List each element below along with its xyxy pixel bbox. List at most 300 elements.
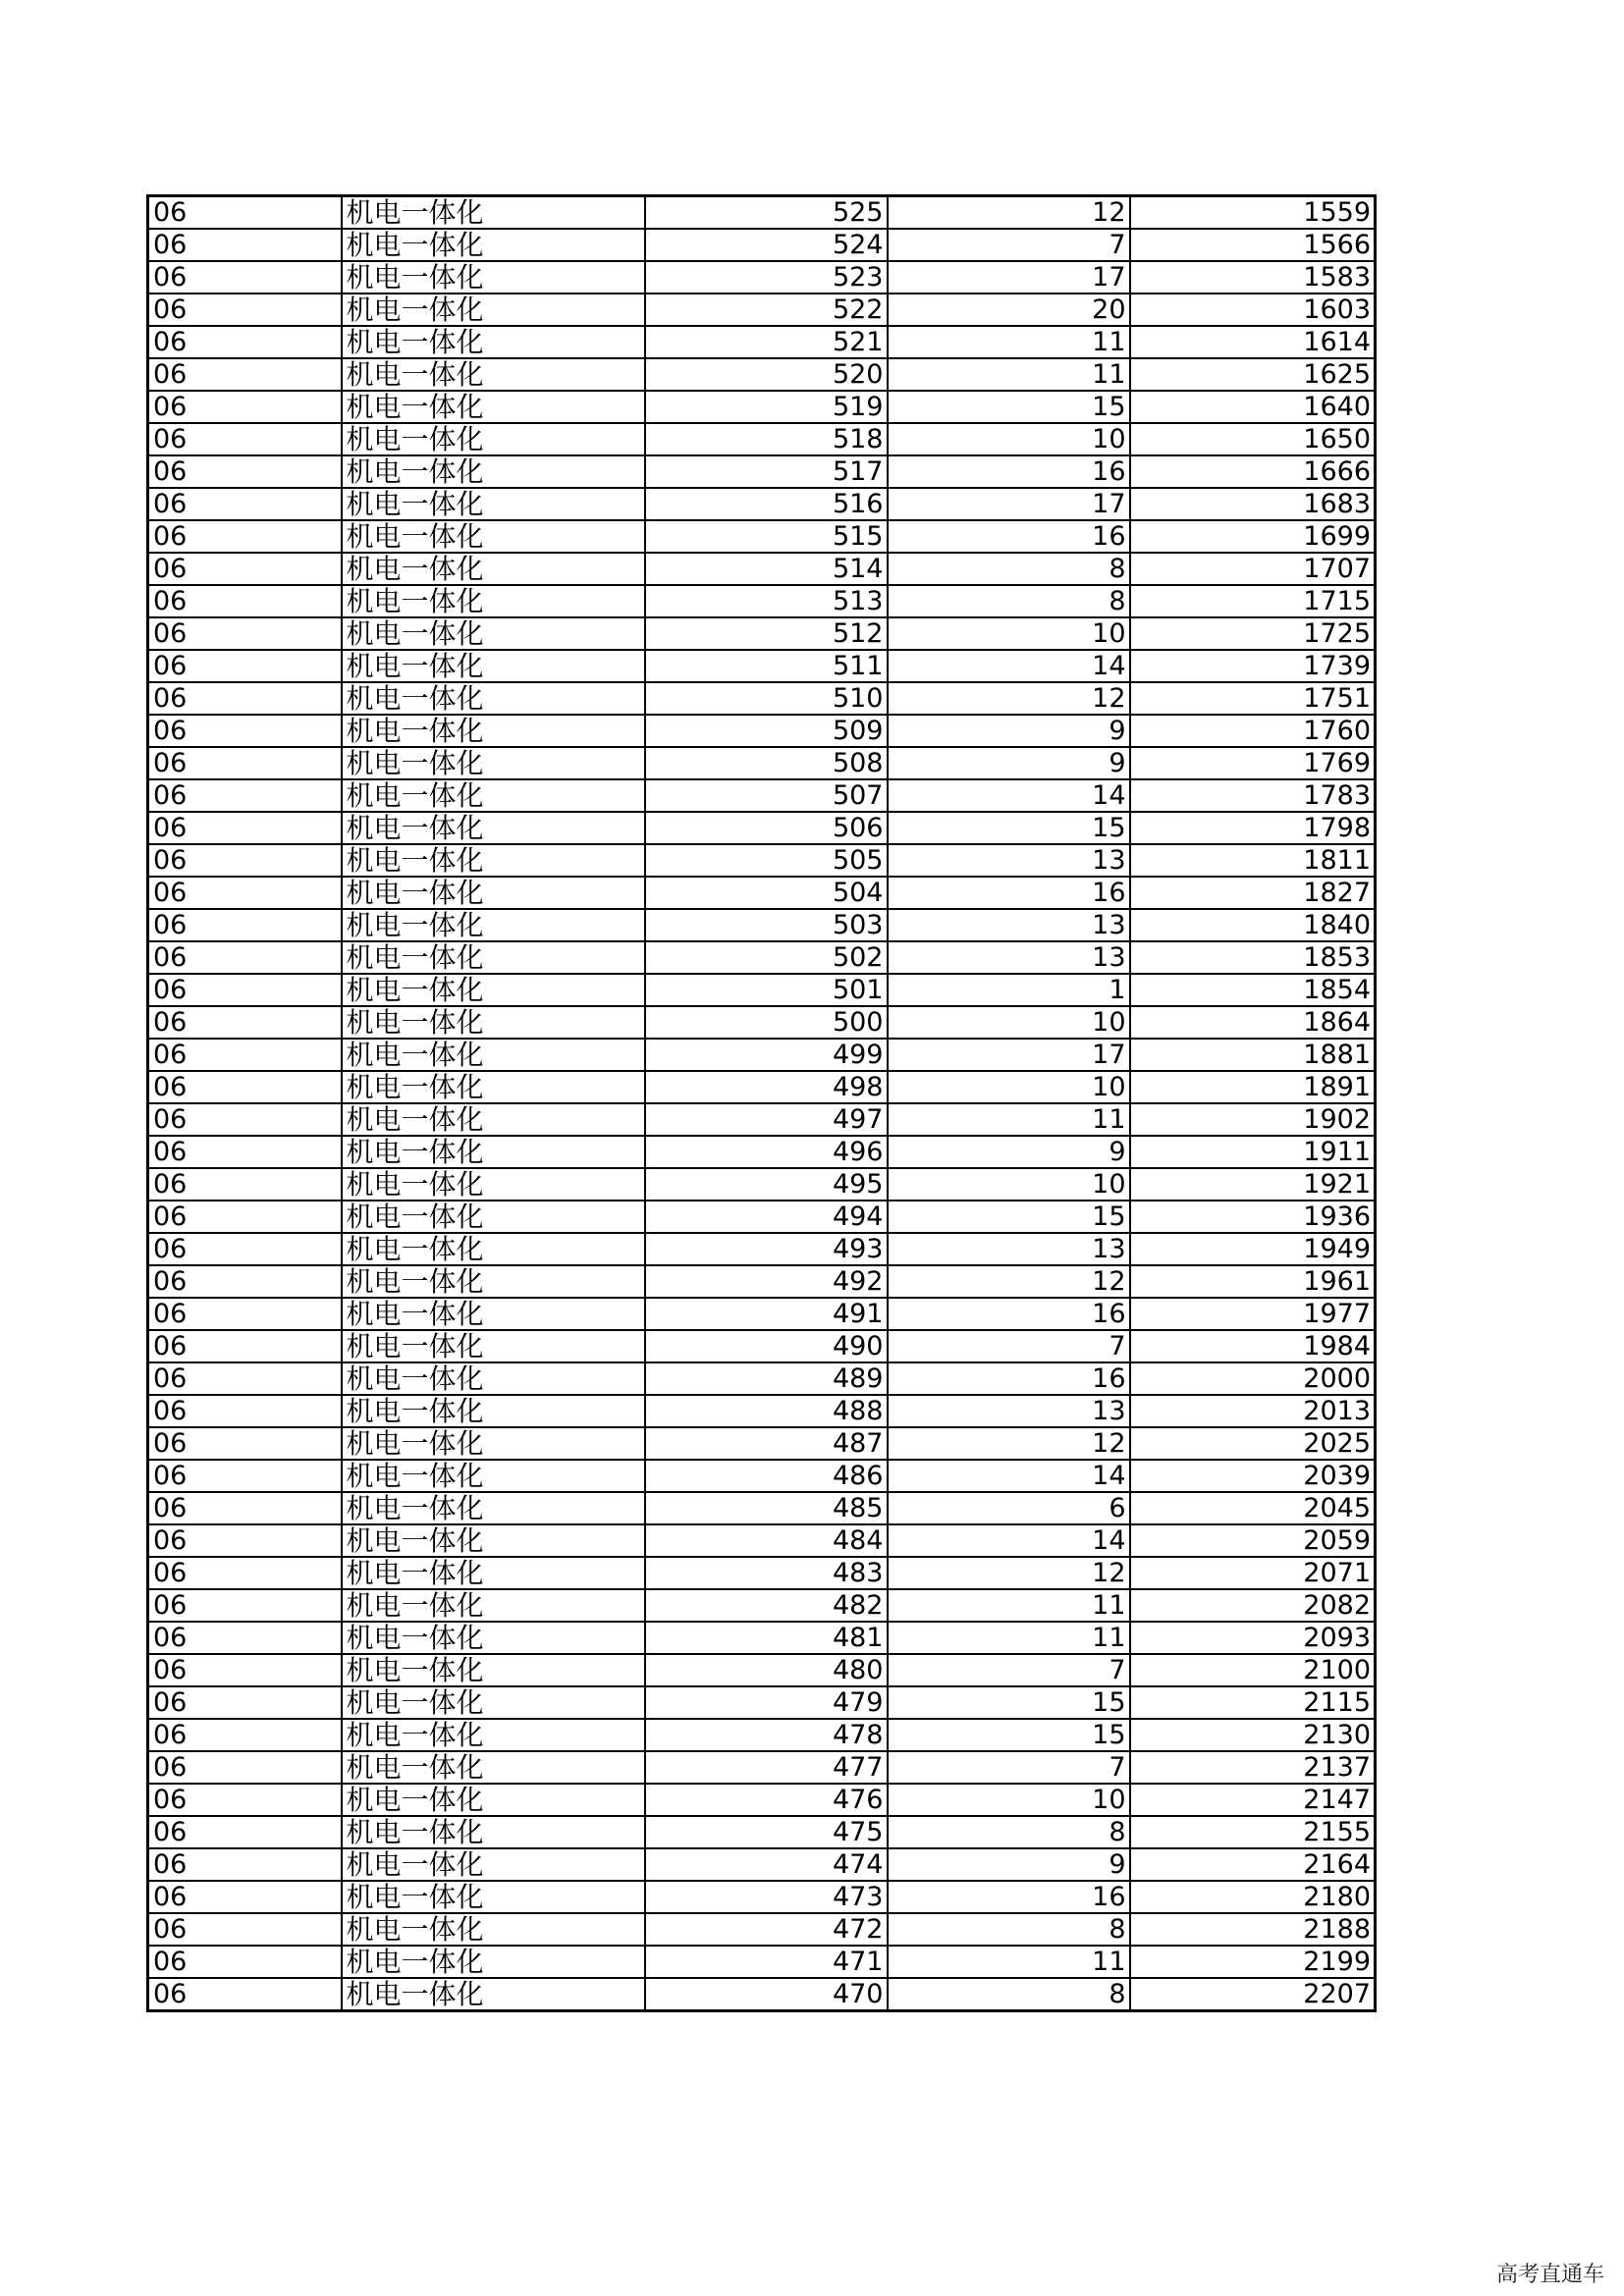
score-table-body bbox=[148, 196, 1376, 2011]
score-cell: 474 bbox=[645, 1848, 888, 1881]
major-cell: 机电一体化 bbox=[342, 1330, 645, 1362]
table-row bbox=[148, 1751, 1376, 1784]
watermark-text: 高考直通车 bbox=[1495, 2263, 1604, 2287]
count-cell: 15 bbox=[888, 812, 1130, 844]
code-cell: 06 bbox=[148, 1201, 342, 1233]
major-cell: 机电一体化 bbox=[342, 520, 645, 553]
cumulative-cell: 2207 bbox=[1130, 1978, 1376, 2011]
count-cell: 13 bbox=[888, 844, 1130, 877]
table-row bbox=[148, 1039, 1376, 1071]
table-row bbox=[148, 1848, 1376, 1881]
table-row bbox=[148, 1654, 1376, 1686]
major-cell: 机电一体化 bbox=[342, 1978, 645, 2011]
table-row bbox=[148, 1589, 1376, 1622]
count-cell: 7 bbox=[888, 1654, 1130, 1686]
code-cell: 06 bbox=[148, 1039, 342, 1071]
score-cell: 479 bbox=[645, 1686, 888, 1719]
table-row bbox=[148, 1524, 1376, 1557]
count-cell: 17 bbox=[888, 488, 1130, 520]
cumulative-cell: 1625 bbox=[1130, 358, 1376, 391]
cumulative-cell: 1699 bbox=[1130, 520, 1376, 553]
cumulative-cell: 1864 bbox=[1130, 1006, 1376, 1039]
score-cell: 521 bbox=[645, 326, 888, 358]
code-cell: 06 bbox=[148, 909, 342, 941]
cumulative-cell: 1881 bbox=[1130, 1039, 1376, 1071]
major-cell: 机电一体化 bbox=[342, 1265, 645, 1298]
count-cell: 14 bbox=[888, 650, 1130, 682]
code-cell: 06 bbox=[148, 1784, 342, 1816]
count-cell: 14 bbox=[888, 1460, 1130, 1492]
table-row bbox=[148, 747, 1376, 779]
table-row bbox=[148, 1168, 1376, 1201]
major-cell: 机电一体化 bbox=[342, 1103, 645, 1136]
cumulative-cell: 1707 bbox=[1130, 553, 1376, 585]
score-cell: 509 bbox=[645, 715, 888, 747]
code-cell: 06 bbox=[148, 1395, 342, 1427]
score-cell: 515 bbox=[645, 520, 888, 553]
table-row bbox=[148, 1816, 1376, 1848]
count-cell: 10 bbox=[888, 1168, 1130, 1201]
count-cell: 10 bbox=[888, 1006, 1130, 1039]
major-cell: 机电一体化 bbox=[342, 1201, 645, 1233]
major-cell: 机电一体化 bbox=[342, 391, 645, 423]
major-cell: 机电一体化 bbox=[342, 779, 645, 812]
code-cell: 06 bbox=[148, 1654, 342, 1686]
code-cell: 06 bbox=[148, 1265, 342, 1298]
table-row bbox=[148, 229, 1376, 261]
major-cell: 机电一体化 bbox=[342, 1006, 645, 1039]
table-row bbox=[148, 812, 1376, 844]
code-cell: 06 bbox=[148, 261, 342, 294]
table-row bbox=[148, 261, 1376, 294]
table-row bbox=[148, 682, 1376, 715]
major-cell: 机电一体化 bbox=[342, 812, 645, 844]
major-cell: 机电一体化 bbox=[342, 358, 645, 391]
count-cell: 12 bbox=[888, 682, 1130, 715]
cumulative-cell: 2130 bbox=[1130, 1719, 1376, 1751]
score-cell: 478 bbox=[645, 1719, 888, 1751]
code-cell: 06 bbox=[148, 196, 342, 230]
count-cell: 11 bbox=[888, 1622, 1130, 1654]
code-cell: 06 bbox=[148, 747, 342, 779]
code-cell: 06 bbox=[148, 844, 342, 877]
code-cell: 06 bbox=[148, 1492, 342, 1524]
cumulative-cell: 1853 bbox=[1130, 941, 1376, 974]
table-row bbox=[148, 1395, 1376, 1427]
score-cell: 499 bbox=[645, 1039, 888, 1071]
cumulative-cell: 2000 bbox=[1130, 1362, 1376, 1395]
score-cell: 501 bbox=[645, 974, 888, 1006]
score-cell: 510 bbox=[645, 682, 888, 715]
code-cell: 06 bbox=[148, 941, 342, 974]
cumulative-cell: 1751 bbox=[1130, 682, 1376, 715]
major-cell: 机电一体化 bbox=[342, 1913, 645, 1946]
table-row bbox=[148, 488, 1376, 520]
code-cell: 06 bbox=[148, 1233, 342, 1265]
count-cell: 13 bbox=[888, 909, 1130, 941]
score-cell: 497 bbox=[645, 1103, 888, 1136]
score-cell: 505 bbox=[645, 844, 888, 877]
code-cell: 06 bbox=[148, 423, 342, 455]
cumulative-cell: 2025 bbox=[1130, 1427, 1376, 1460]
cumulative-cell: 2137 bbox=[1130, 1751, 1376, 1784]
major-cell: 机电一体化 bbox=[342, 844, 645, 877]
count-cell: 1 bbox=[888, 974, 1130, 1006]
code-cell: 06 bbox=[148, 715, 342, 747]
table-row bbox=[148, 844, 1376, 877]
table-row bbox=[148, 326, 1376, 358]
cumulative-cell: 1783 bbox=[1130, 779, 1376, 812]
count-cell: 6 bbox=[888, 1492, 1130, 1524]
table-row bbox=[148, 520, 1376, 553]
score-cell: 516 bbox=[645, 488, 888, 520]
score-cell: 511 bbox=[645, 650, 888, 682]
cumulative-cell: 1583 bbox=[1130, 261, 1376, 294]
code-cell: 06 bbox=[148, 553, 342, 585]
cumulative-cell: 1854 bbox=[1130, 974, 1376, 1006]
cumulative-cell: 1977 bbox=[1130, 1298, 1376, 1330]
count-cell: 9 bbox=[888, 715, 1130, 747]
code-cell: 06 bbox=[148, 1168, 342, 1201]
code-cell: 06 bbox=[148, 1330, 342, 1362]
table-row bbox=[148, 877, 1376, 909]
code-cell: 06 bbox=[148, 1881, 342, 1913]
code-cell: 06 bbox=[148, 1362, 342, 1395]
major-cell: 机电一体化 bbox=[342, 747, 645, 779]
major-cell: 机电一体化 bbox=[342, 1427, 645, 1460]
major-cell: 机电一体化 bbox=[342, 1460, 645, 1492]
table-row bbox=[148, 1946, 1376, 1978]
table-row bbox=[148, 585, 1376, 617]
code-cell: 06 bbox=[148, 1816, 342, 1848]
cumulative-cell: 2115 bbox=[1130, 1686, 1376, 1719]
major-cell: 机电一体化 bbox=[342, 423, 645, 455]
table-row bbox=[148, 941, 1376, 974]
cumulative-cell: 1614 bbox=[1130, 326, 1376, 358]
count-cell: 8 bbox=[888, 1978, 1130, 2011]
score-cell: 485 bbox=[645, 1492, 888, 1524]
cumulative-cell: 1911 bbox=[1130, 1136, 1376, 1168]
code-cell: 06 bbox=[148, 229, 342, 261]
score-cell: 480 bbox=[645, 1654, 888, 1686]
code-cell: 06 bbox=[148, 974, 342, 1006]
code-cell: 06 bbox=[148, 391, 342, 423]
major-cell: 机电一体化 bbox=[342, 715, 645, 747]
count-cell: 11 bbox=[888, 326, 1130, 358]
cumulative-cell: 2100 bbox=[1130, 1654, 1376, 1686]
count-cell: 15 bbox=[888, 391, 1130, 423]
code-cell: 06 bbox=[148, 1524, 342, 1557]
count-cell: 16 bbox=[888, 1298, 1130, 1330]
code-cell: 06 bbox=[148, 1006, 342, 1039]
count-cell: 13 bbox=[888, 941, 1130, 974]
score-cell: 508 bbox=[645, 747, 888, 779]
major-cell: 机电一体化 bbox=[342, 553, 645, 585]
score-table bbox=[146, 194, 1377, 2012]
table-row bbox=[148, 1622, 1376, 1654]
code-cell: 06 bbox=[148, 358, 342, 391]
score-cell: 495 bbox=[645, 1168, 888, 1201]
score-cell: 475 bbox=[645, 1816, 888, 1848]
score-cell: 488 bbox=[645, 1395, 888, 1427]
count-cell: 7 bbox=[888, 1751, 1130, 1784]
cumulative-cell: 2188 bbox=[1130, 1913, 1376, 1946]
score-cell: 513 bbox=[645, 585, 888, 617]
cumulative-cell: 1961 bbox=[1130, 1265, 1376, 1298]
table-row bbox=[148, 1427, 1376, 1460]
count-cell: 14 bbox=[888, 1524, 1130, 1557]
table-row bbox=[148, 1686, 1376, 1719]
major-cell: 机电一体化 bbox=[342, 1686, 645, 1719]
table-row bbox=[148, 909, 1376, 941]
table-row bbox=[148, 1719, 1376, 1751]
code-cell: 06 bbox=[148, 1751, 342, 1784]
table-row bbox=[148, 1492, 1376, 1524]
code-cell: 06 bbox=[148, 520, 342, 553]
score-cell: 517 bbox=[645, 455, 888, 488]
code-cell: 06 bbox=[148, 682, 342, 715]
count-cell: 15 bbox=[888, 1719, 1130, 1751]
table-row bbox=[148, 423, 1376, 455]
score-cell: 520 bbox=[645, 358, 888, 391]
score-cell: 484 bbox=[645, 1524, 888, 1557]
major-cell: 机电一体化 bbox=[342, 261, 645, 294]
score-cell: 477 bbox=[645, 1751, 888, 1784]
major-cell: 机电一体化 bbox=[342, 1719, 645, 1751]
score-cell: 476 bbox=[645, 1784, 888, 1816]
cumulative-cell: 2045 bbox=[1130, 1492, 1376, 1524]
table-row bbox=[148, 617, 1376, 650]
code-cell: 06 bbox=[148, 585, 342, 617]
count-cell: 8 bbox=[888, 1816, 1130, 1848]
cumulative-cell: 1984 bbox=[1130, 1330, 1376, 1362]
major-cell: 机电一体化 bbox=[342, 1654, 645, 1686]
score-cell: 504 bbox=[645, 877, 888, 909]
table-row bbox=[148, 1330, 1376, 1362]
table-row bbox=[148, 1006, 1376, 1039]
score-cell: 514 bbox=[645, 553, 888, 585]
cumulative-cell: 1769 bbox=[1130, 747, 1376, 779]
score-cell: 473 bbox=[645, 1881, 888, 1913]
major-cell: 机电一体化 bbox=[342, 326, 645, 358]
count-cell: 9 bbox=[888, 1136, 1130, 1168]
cumulative-cell: 1603 bbox=[1130, 294, 1376, 326]
count-cell: 16 bbox=[888, 1881, 1130, 1913]
cumulative-cell: 1902 bbox=[1130, 1103, 1376, 1136]
score-cell: 518 bbox=[645, 423, 888, 455]
major-cell: 机电一体化 bbox=[342, 941, 645, 974]
major-cell: 机电一体化 bbox=[342, 1071, 645, 1103]
table-row bbox=[148, 779, 1376, 812]
table-row bbox=[148, 1913, 1376, 1946]
code-cell: 06 bbox=[148, 779, 342, 812]
count-cell: 16 bbox=[888, 877, 1130, 909]
cumulative-cell: 1666 bbox=[1130, 455, 1376, 488]
score-cell: 523 bbox=[645, 261, 888, 294]
count-cell: 11 bbox=[888, 358, 1130, 391]
code-cell: 06 bbox=[148, 617, 342, 650]
cumulative-cell: 2013 bbox=[1130, 1395, 1376, 1427]
major-cell: 机电一体化 bbox=[342, 1362, 645, 1395]
cumulative-cell: 2039 bbox=[1130, 1460, 1376, 1492]
code-cell: 06 bbox=[148, 1622, 342, 1654]
score-cell: 489 bbox=[645, 1362, 888, 1395]
major-cell: 机电一体化 bbox=[342, 1946, 645, 1978]
count-cell: 20 bbox=[888, 294, 1130, 326]
cumulative-cell: 1936 bbox=[1130, 1201, 1376, 1233]
code-cell: 06 bbox=[148, 1848, 342, 1881]
code-cell: 06 bbox=[148, 1071, 342, 1103]
table-row bbox=[148, 974, 1376, 1006]
score-cell: 482 bbox=[645, 1589, 888, 1622]
score-cell: 512 bbox=[645, 617, 888, 650]
code-cell: 06 bbox=[148, 1557, 342, 1589]
table-row bbox=[148, 1557, 1376, 1589]
cumulative-cell: 1921 bbox=[1130, 1168, 1376, 1201]
cumulative-cell: 1650 bbox=[1130, 423, 1376, 455]
code-cell: 06 bbox=[148, 488, 342, 520]
cumulative-cell: 2147 bbox=[1130, 1784, 1376, 1816]
count-cell: 12 bbox=[888, 1557, 1130, 1589]
major-cell: 机电一体化 bbox=[342, 650, 645, 682]
cumulative-cell: 2082 bbox=[1130, 1589, 1376, 1622]
major-cell: 机电一体化 bbox=[342, 1784, 645, 1816]
major-cell: 机电一体化 bbox=[342, 1298, 645, 1330]
count-cell: 7 bbox=[888, 1330, 1130, 1362]
code-cell: 06 bbox=[148, 877, 342, 909]
table-row bbox=[148, 455, 1376, 488]
count-cell: 15 bbox=[888, 1686, 1130, 1719]
cumulative-cell: 1798 bbox=[1130, 812, 1376, 844]
cumulative-cell: 1760 bbox=[1130, 715, 1376, 747]
count-cell: 16 bbox=[888, 1362, 1130, 1395]
major-cell: 机电一体化 bbox=[342, 1524, 645, 1557]
score-cell: 524 bbox=[645, 229, 888, 261]
table-row bbox=[148, 196, 1376, 230]
table-row bbox=[148, 294, 1376, 326]
table-row bbox=[148, 1784, 1376, 1816]
score-cell: 502 bbox=[645, 941, 888, 974]
major-cell: 机电一体化 bbox=[342, 1492, 645, 1524]
major-cell: 机电一体化 bbox=[342, 1816, 645, 1848]
cumulative-cell: 1559 bbox=[1130, 196, 1376, 230]
cumulative-cell: 2071 bbox=[1130, 1557, 1376, 1589]
table-row bbox=[148, 1460, 1376, 1492]
code-cell: 06 bbox=[148, 1946, 342, 1978]
score-cell: 506 bbox=[645, 812, 888, 844]
score-cell: 483 bbox=[645, 1557, 888, 1589]
count-cell: 15 bbox=[888, 1201, 1130, 1233]
major-cell: 机电一体化 bbox=[342, 909, 645, 941]
code-cell: 06 bbox=[148, 650, 342, 682]
table-row bbox=[148, 715, 1376, 747]
count-cell: 17 bbox=[888, 1039, 1130, 1071]
score-cell: 519 bbox=[645, 391, 888, 423]
count-cell: 7 bbox=[888, 229, 1130, 261]
score-cell: 507 bbox=[645, 779, 888, 812]
major-cell: 机电一体化 bbox=[342, 488, 645, 520]
count-cell: 13 bbox=[888, 1233, 1130, 1265]
major-cell: 机电一体化 bbox=[342, 294, 645, 326]
score-cell: 503 bbox=[645, 909, 888, 941]
cumulative-cell: 1640 bbox=[1130, 391, 1376, 423]
count-cell: 10 bbox=[888, 1784, 1130, 1816]
cumulative-cell: 2093 bbox=[1130, 1622, 1376, 1654]
count-cell: 8 bbox=[888, 553, 1130, 585]
major-cell: 机电一体化 bbox=[342, 974, 645, 1006]
table-row bbox=[148, 1103, 1376, 1136]
code-cell: 06 bbox=[148, 1103, 342, 1136]
table-row bbox=[148, 1978, 1376, 2011]
major-cell: 机电一体化 bbox=[342, 1622, 645, 1654]
count-cell: 12 bbox=[888, 1265, 1130, 1298]
major-cell: 机电一体化 bbox=[342, 1233, 645, 1265]
score-cell: 498 bbox=[645, 1071, 888, 1103]
count-cell: 9 bbox=[888, 747, 1130, 779]
major-cell: 机电一体化 bbox=[342, 1395, 645, 1427]
major-cell: 机电一体化 bbox=[342, 1881, 645, 1913]
table-row bbox=[148, 391, 1376, 423]
major-cell: 机电一体化 bbox=[342, 585, 645, 617]
score-cell: 525 bbox=[645, 196, 888, 230]
score-cell: 496 bbox=[645, 1136, 888, 1168]
score-cell: 490 bbox=[645, 1330, 888, 1362]
code-cell: 06 bbox=[148, 1427, 342, 1460]
score-cell: 481 bbox=[645, 1622, 888, 1654]
cumulative-cell: 1739 bbox=[1130, 650, 1376, 682]
major-cell: 机电一体化 bbox=[342, 455, 645, 488]
score-cell: 487 bbox=[645, 1427, 888, 1460]
code-cell: 06 bbox=[148, 1136, 342, 1168]
code-cell: 06 bbox=[148, 1978, 342, 2011]
count-cell: 14 bbox=[888, 779, 1130, 812]
major-cell: 机电一体化 bbox=[342, 196, 645, 230]
count-cell: 10 bbox=[888, 617, 1130, 650]
count-cell: 16 bbox=[888, 520, 1130, 553]
major-cell: 机电一体化 bbox=[342, 1848, 645, 1881]
score-cell: 472 bbox=[645, 1913, 888, 1946]
major-cell: 机电一体化 bbox=[342, 617, 645, 650]
cumulative-cell: 1949 bbox=[1130, 1233, 1376, 1265]
table-row bbox=[148, 650, 1376, 682]
major-cell: 机电一体化 bbox=[342, 1589, 645, 1622]
table-row bbox=[148, 1881, 1376, 1913]
score-cell: 470 bbox=[645, 1978, 888, 2011]
count-cell: 11 bbox=[888, 1946, 1130, 1978]
cumulative-cell: 1683 bbox=[1130, 488, 1376, 520]
score-cell: 471 bbox=[645, 1946, 888, 1978]
table-row bbox=[148, 1298, 1376, 1330]
table-row bbox=[148, 1362, 1376, 1395]
major-cell: 机电一体化 bbox=[342, 1557, 645, 1589]
major-cell: 机电一体化 bbox=[342, 1039, 645, 1071]
code-cell: 06 bbox=[148, 294, 342, 326]
major-cell: 机电一体化 bbox=[342, 229, 645, 261]
count-cell: 8 bbox=[888, 585, 1130, 617]
count-cell: 11 bbox=[888, 1589, 1130, 1622]
table-row bbox=[148, 553, 1376, 585]
cumulative-cell: 1715 bbox=[1130, 585, 1376, 617]
count-cell: 13 bbox=[888, 1395, 1130, 1427]
cumulative-cell: 1566 bbox=[1130, 229, 1376, 261]
major-cell: 机电一体化 bbox=[342, 1168, 645, 1201]
code-cell: 06 bbox=[148, 1589, 342, 1622]
cumulative-cell: 2059 bbox=[1130, 1524, 1376, 1557]
code-cell: 06 bbox=[148, 1913, 342, 1946]
cumulative-cell: 2164 bbox=[1130, 1848, 1376, 1881]
cumulative-cell: 1840 bbox=[1130, 909, 1376, 941]
code-cell: 06 bbox=[148, 1298, 342, 1330]
